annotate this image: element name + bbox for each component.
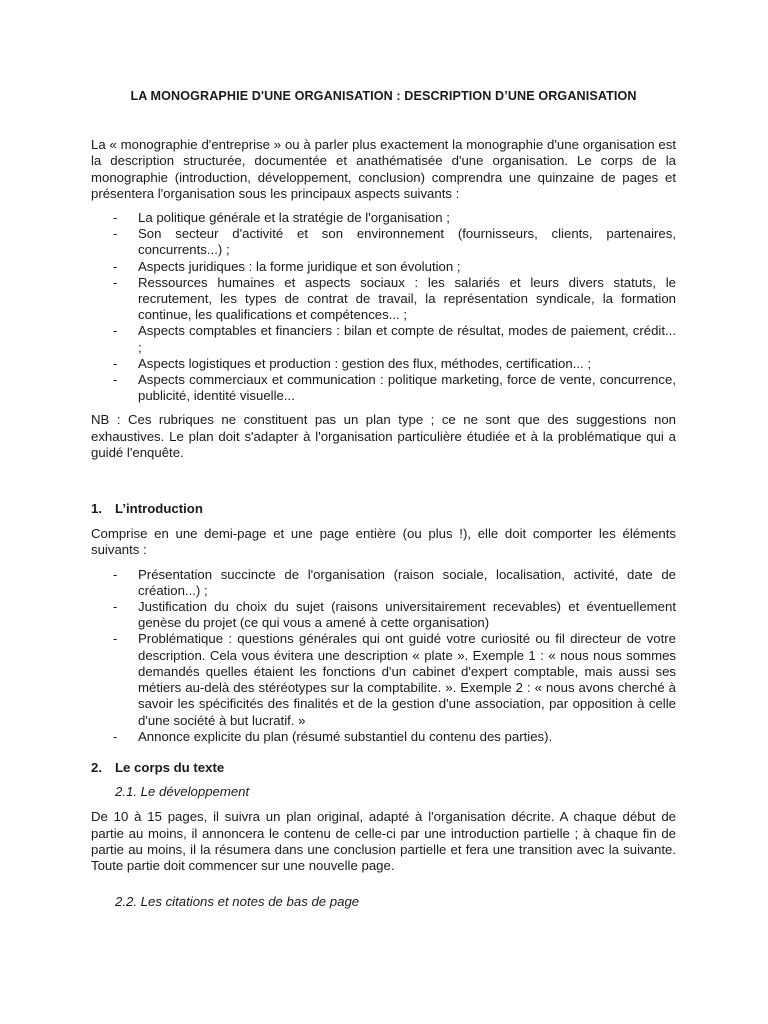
- introduction-elements-list: [91, 567, 676, 745]
- list-item: [91, 356, 676, 372]
- list-item: [91, 259, 676, 275]
- list-item: [91, 372, 676, 404]
- section-number: 2.: [91, 759, 102, 775]
- dash-bullet: -: [113, 355, 118, 371]
- list-item: [91, 323, 676, 355]
- section-number: 1.: [91, 501, 102, 517]
- dash-bullet: -: [113, 210, 118, 226]
- document-title: LA MONOGRAPHIE D'UNE ORGANISATION : DESCRIPTION D’UNE ORGANISATION: [130, 89, 637, 103]
- nb-paragraph: NB : Ces rubriques ne constituent pas un plan type ; ce ne sont que des suggestions non exhaustives. Le plan doit s'adapter à l'organisation particulière étudiée et à la problématique qui a guidé l'enquête.: [91, 412, 676, 460]
- list-item-text: Son secteur d'activité et son environnement (fournisseurs, clients, partenaires, concurrents...) ;: [138, 226, 676, 258]
- list-item-text: Aspects juridiques : la forme juridique et son évolution ;: [138, 258, 461, 274]
- list-item: [91, 729, 676, 745]
- list-item-text: Aspects commerciaux et communication : politique marketing, force de vente, concurrence, publicité, identité visuelle...: [138, 372, 676, 404]
- list-item-text: Présentation succincte de l'organisation (raison sociale, localisation, activité, date de création...) ;: [138, 566, 676, 598]
- dash-bullet: -: [113, 599, 118, 615]
- dash-bullet: -: [113, 631, 118, 647]
- list-item-text: Annonce explicite du plan (résumé substantiel du contenu des parties).: [138, 728, 553, 744]
- list-item-text: Problématique : questions générales qui ont guidé votre curiosité ou fil directeur de votre description. Cela vous évitera une description « plate ». Exemple 1 : « nous nous sommes demandés quelles étaient les fonctions d'un cabinet d'expert comptable, mais aussi ses métiers au-delà des stéréotypes sur la comptabilite. ». Exemple 2 : « nous avons cherché à savoir les spécificités des finalités et de la gestion d'une association, par opposition à celle d'une société à but lucratif. »: [138, 631, 676, 728]
- list-item: [91, 567, 676, 599]
- dash-bullet: -: [113, 728, 118, 744]
- dash-bullet: -: [113, 323, 118, 339]
- intro-paragraph: La « monographie d'entreprise » ou à parler plus exactement la monographie d'une organisation est la description structurée, documentée et anathématisée d'une organisation. Le corps de la monographie (introduction, développement, conclusion) comprendra une quinzaine de pages et présentera l'organisation sous les principaux aspects suivants :: [91, 137, 676, 201]
- subsection-heading-citations: 2.2. Les citations et notes de bas de page: [115, 894, 360, 910]
- list-item: [91, 226, 676, 258]
- list-item-text: Ressources humaines et aspects sociaux : les salariés et leurs divers statuts, le recrutement, les types de contrat de travail, la représentation syndicale, la formation continue, les qualifications et compétences... ;: [138, 274, 676, 323]
- list-item: [91, 599, 676, 631]
- dash-bullet: -: [113, 274, 118, 290]
- list-item: [91, 210, 676, 226]
- list-item-text: Aspects comptables et financiers : bilan et compte de résultat, modes de paiement, crédit... ;: [138, 323, 676, 355]
- document-page: [91, 78, 676, 910]
- development-paragraph: De 10 à 15 pages, il suivra un plan original, adapté à l'organisation décrite. A chaque début de partie au moins, il annoncera le contenu de celle-ci par une introduction partielle ; à chaque fin de partie au moins, il la résumera dans une conclusion partielle et fera une transition avec la suivante. Toute partie doit commencer sur une nouvelle page.: [91, 809, 676, 873]
- list-item: [91, 275, 676, 324]
- section-heading-text: L’introduction: [115, 501, 203, 517]
- list-item: [91, 631, 676, 728]
- dash-bullet: -: [113, 372, 118, 388]
- section-heading-introduction: [91, 501, 676, 517]
- section-heading-text: Le corps du texte: [115, 759, 225, 775]
- dash-bullet: -: [113, 566, 118, 582]
- subsection-heading-development: 2.1. Le développement: [115, 784, 250, 800]
- section-heading-body: [91, 760, 676, 776]
- list-item-text: La politique générale et la stratégie de l'organisation ;: [138, 210, 450, 226]
- list-item-text: Justification du choix du sujet (raisons universitairement recevables) et éventuellement genèse du projet (ce qui vous a amené à cette organisation): [138, 599, 676, 631]
- dash-bullet: -: [113, 226, 118, 242]
- dash-bullet: -: [113, 258, 118, 274]
- list-item-text: Aspects logistiques et production : gestion des flux, méthodes, certification... ;: [138, 355, 592, 371]
- aspects-list: [91, 210, 676, 404]
- introduction-paragraph: Comprise en une demi-page et une page entière (ou plus !), elle doit comporter les éléments suivants :: [91, 526, 676, 558]
